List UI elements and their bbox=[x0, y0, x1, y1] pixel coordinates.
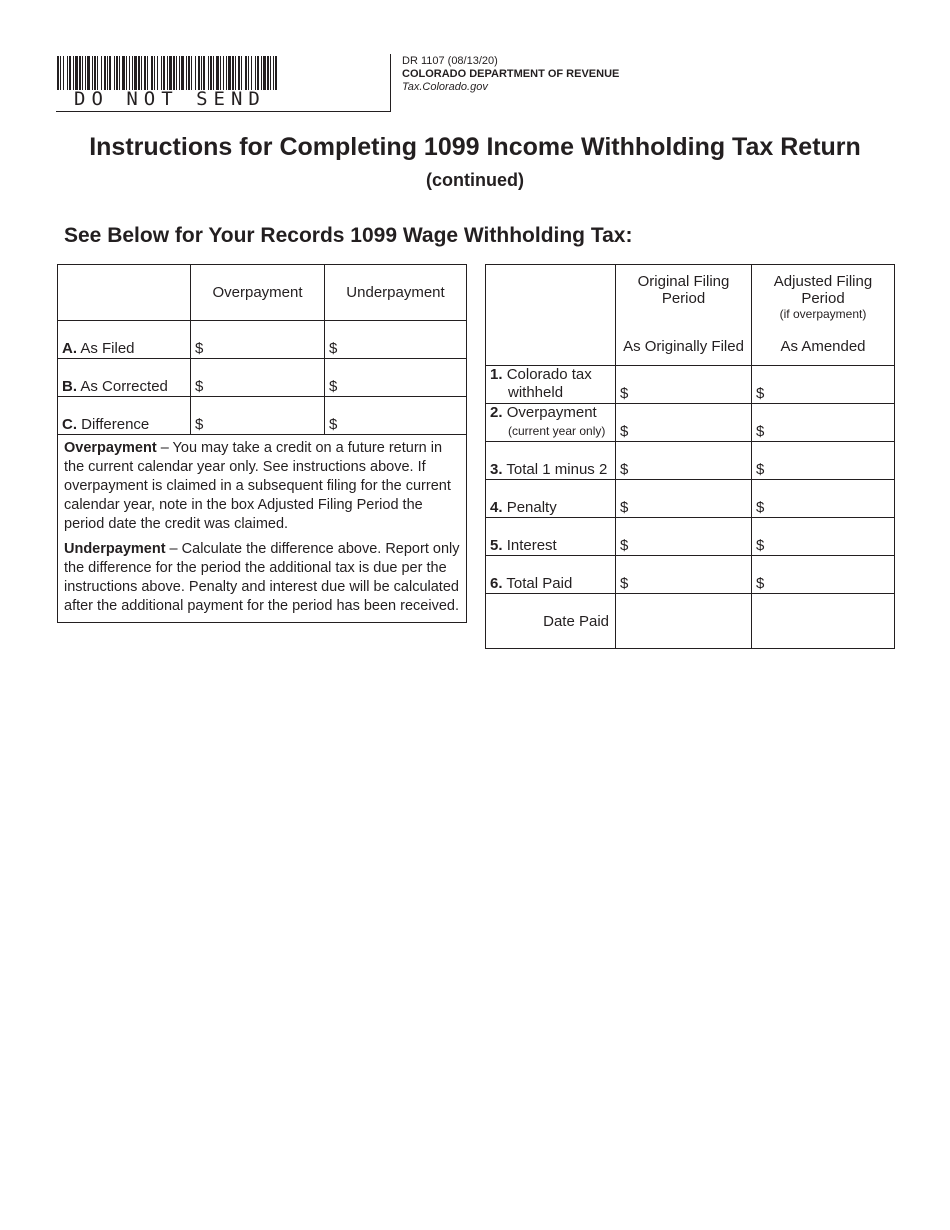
barcode-bar bbox=[151, 56, 153, 90]
barcode-bar bbox=[73, 56, 74, 90]
total-original-field[interactable]: $ bbox=[616, 442, 752, 480]
barcode-bar bbox=[109, 56, 111, 90]
barcode-bar bbox=[263, 56, 266, 90]
barcode-bar bbox=[92, 56, 93, 90]
barcode-image bbox=[56, 56, 278, 90]
penalty-adjusted-field[interactable]: $ bbox=[752, 480, 895, 518]
page-title: Instructions for Completing 1099 Income Withholding Tax Return bbox=[89, 133, 861, 161]
interest-adjusted-field[interactable]: $ bbox=[752, 518, 895, 556]
barcode-bar bbox=[176, 56, 177, 90]
row-label: B. As Corrected bbox=[58, 359, 191, 397]
barcode-bar bbox=[129, 56, 130, 90]
row-total-1-minus-2 bbox=[486, 442, 895, 480]
barcode-bar bbox=[82, 56, 83, 90]
row-as-filed bbox=[58, 321, 467, 359]
barcode-bar bbox=[228, 56, 231, 90]
row-interest bbox=[486, 518, 895, 556]
barcode-bar bbox=[132, 56, 133, 90]
barcode-bar bbox=[203, 56, 205, 90]
barcode-bar bbox=[186, 56, 187, 90]
row-overpayment bbox=[486, 404, 895, 442]
total-paid-adjusted-field[interactable]: $ bbox=[752, 556, 895, 594]
section-heading: See Below for Your Records 1099 Wage Withholding Tax: bbox=[64, 224, 633, 247]
barcode-bar bbox=[201, 56, 202, 90]
barcode-box bbox=[56, 54, 391, 112]
filing-period-table bbox=[485, 264, 895, 649]
as-corrected-overpayment-field[interactable]: $ bbox=[191, 359, 325, 397]
barcode-bar bbox=[226, 56, 227, 90]
row-as-corrected bbox=[58, 359, 467, 397]
row-total-paid bbox=[486, 556, 895, 594]
barcode-bar bbox=[273, 56, 274, 90]
page-subtitle: (continued) bbox=[426, 170, 524, 190]
barcode-bar bbox=[210, 56, 212, 90]
row-label: 3. Total 1 minus 2 bbox=[486, 442, 616, 480]
barcode-bar bbox=[138, 56, 140, 90]
form-number: DR 1107 (08/13/20) bbox=[402, 55, 498, 67]
barcode-bar bbox=[179, 56, 180, 90]
penalty-original-field[interactable]: $ bbox=[616, 480, 752, 518]
row-label: 2. Overpayment (current year only) bbox=[486, 404, 616, 442]
row-label: C. Difference bbox=[58, 397, 191, 435]
col-adjusted-sub: As Amended bbox=[780, 338, 866, 355]
barcode-bar bbox=[57, 56, 59, 90]
header-blank-cell bbox=[486, 265, 616, 366]
col-underpayment: Underpayment bbox=[325, 265, 467, 321]
barcode-bar bbox=[157, 56, 158, 90]
date-paid-label: Date Paid bbox=[486, 594, 616, 649]
barcode-bar bbox=[101, 56, 102, 90]
form-info bbox=[402, 55, 619, 94]
col-adjusted-filing-period: Adjusted Filing Period (if overpayment) As Amended bbox=[752, 265, 895, 366]
website-link[interactable]: Tax.Colorado.gov bbox=[402, 81, 488, 93]
barcode-bar bbox=[216, 56, 219, 90]
barcode-bar bbox=[94, 56, 96, 90]
row-difference bbox=[58, 397, 467, 435]
barcode-bar bbox=[188, 56, 190, 90]
barcode-bar bbox=[144, 56, 146, 90]
col-original-filing-period: Original Filing Period As Originally Filed bbox=[616, 265, 752, 366]
barcode-bar bbox=[270, 56, 271, 90]
correction-table bbox=[57, 264, 467, 623]
overpayment-original-field[interactable]: $ bbox=[616, 404, 752, 442]
barcode-bar bbox=[97, 56, 98, 90]
barcode-bar bbox=[79, 56, 81, 90]
barcode-bar bbox=[275, 56, 277, 90]
barcode-bar bbox=[122, 56, 125, 90]
barcode-bar bbox=[257, 56, 259, 90]
underpayment-note: Underpayment – Calculate the difference above. Report only the difference for the period the additional tax is due per the instructions above. Penalty and interest due will be calculated after the additional payment for the period has been received. bbox=[64, 541, 460, 614]
row-colorado-tax-withheld bbox=[486, 366, 895, 404]
barcode-bar bbox=[232, 56, 234, 90]
col-adjusted-note: (if overpayment) bbox=[779, 307, 867, 321]
barcode-bar bbox=[213, 56, 214, 90]
barcode-bar bbox=[223, 56, 224, 90]
row-date-paid bbox=[486, 594, 895, 649]
notes-cell bbox=[58, 435, 467, 623]
barcode-bar bbox=[208, 56, 209, 90]
tax-withheld-adjusted-field[interactable]: $ bbox=[752, 366, 895, 404]
barcode-bar bbox=[267, 56, 269, 90]
barcode-bar bbox=[220, 56, 221, 90]
barcode-bar bbox=[114, 56, 115, 90]
total-adjusted-field[interactable]: $ bbox=[752, 442, 895, 480]
interest-original-field[interactable]: $ bbox=[616, 518, 752, 556]
barcode-bar bbox=[141, 56, 142, 90]
barcode-bar bbox=[116, 56, 118, 90]
barcode-bar bbox=[191, 56, 192, 90]
barcode-bar bbox=[195, 56, 196, 90]
header-blank-cell bbox=[58, 265, 191, 321]
row-label: A. As Filed bbox=[58, 321, 191, 359]
barcode-bar bbox=[198, 56, 200, 90]
as-corrected-underpayment-field[interactable]: $ bbox=[325, 359, 467, 397]
row-label: 5. Interest bbox=[486, 518, 616, 556]
row-label: 6. Total Paid bbox=[486, 556, 616, 594]
barcode-bar bbox=[163, 56, 165, 90]
barcode-bar bbox=[154, 56, 155, 90]
overpayment-note: Overpayment – You may take a credit on a future return in the current calendar year only. See instructions above. If overpayment is claimed in a subsequent filing for the current calendar year, note in the box Adjusted Filing Period the period date the credit was claimed. bbox=[64, 440, 451, 532]
barcode-bar bbox=[181, 56, 184, 90]
barcode-bar bbox=[255, 56, 256, 90]
barcode-bar bbox=[87, 56, 90, 90]
row-label: 1. Colorado tax withheld bbox=[486, 366, 616, 404]
barcode-bar bbox=[67, 56, 68, 90]
barcode-bar bbox=[167, 56, 168, 90]
col-original-sub: As Originally Filed bbox=[623, 338, 744, 355]
barcode-bar bbox=[173, 56, 175, 90]
barcode-bar bbox=[63, 56, 64, 90]
row-label: 4. Penalty bbox=[486, 480, 616, 518]
barcode-bar bbox=[69, 56, 71, 90]
department-name: COLORADO DEPARTMENT OF REVENUE bbox=[402, 68, 620, 80]
barcode-bar bbox=[104, 56, 106, 90]
difference-overpayment-field[interactable]: $ bbox=[191, 397, 325, 435]
barcode-bar bbox=[119, 56, 120, 90]
barcode-bar bbox=[85, 56, 86, 90]
tax-withheld-original-field[interactable]: $ bbox=[616, 366, 752, 404]
barcode-bar bbox=[126, 56, 127, 90]
barcode-bar bbox=[60, 56, 61, 90]
barcode-bar bbox=[238, 56, 240, 90]
barcode-bar bbox=[245, 56, 247, 90]
barcode-text: DO NOT SEND bbox=[74, 88, 266, 110]
as-filed-overpayment-field[interactable]: $ bbox=[191, 321, 325, 359]
barcode-bar bbox=[147, 56, 148, 90]
barcode-bar bbox=[248, 56, 249, 90]
col-overpayment: Overpayment bbox=[191, 265, 325, 321]
difference-underpayment-field[interactable]: $ bbox=[325, 397, 467, 435]
barcode-bar bbox=[161, 56, 162, 90]
total-paid-original-field[interactable]: $ bbox=[616, 556, 752, 594]
date-paid-original-field[interactable] bbox=[616, 594, 752, 649]
barcode-bar bbox=[169, 56, 172, 90]
barcode-bar bbox=[134, 56, 137, 90]
barcode-bar bbox=[251, 56, 252, 90]
barcode-bar bbox=[261, 56, 262, 90]
date-paid-adjusted-field[interactable] bbox=[752, 594, 895, 649]
row-penalty bbox=[486, 480, 895, 518]
as-filed-underpayment-field[interactable]: $ bbox=[325, 321, 467, 359]
barcode-bar bbox=[107, 56, 108, 90]
barcode-bar bbox=[75, 56, 78, 90]
overpayment-adjusted-field[interactable]: $ bbox=[752, 404, 895, 442]
barcode-bar bbox=[235, 56, 236, 90]
barcode-bar bbox=[241, 56, 242, 90]
